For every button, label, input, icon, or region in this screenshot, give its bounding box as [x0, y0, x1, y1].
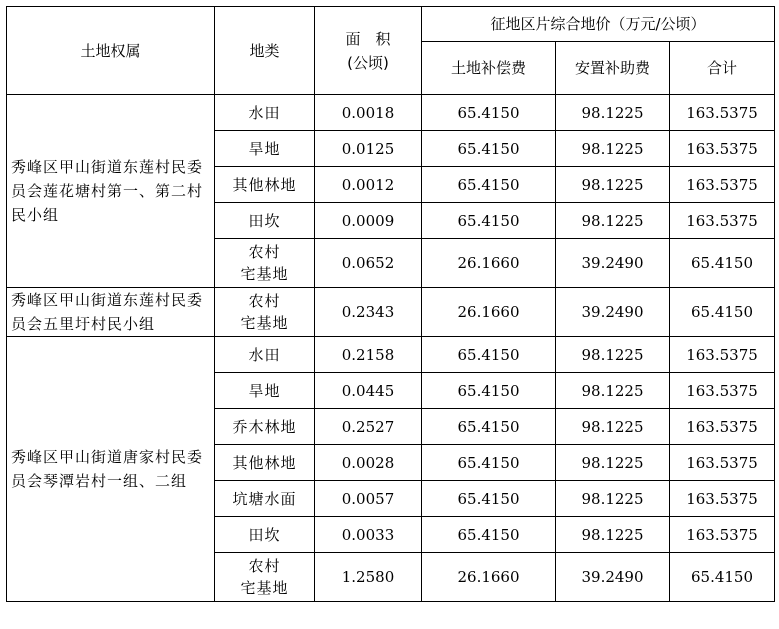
resettlement-cell: 98.1225	[556, 517, 670, 553]
land-type-line2: 宅基地	[240, 314, 289, 332]
resettlement-cell: 39.2490	[556, 239, 670, 288]
land-type-cell	[215, 553, 315, 602]
total-cell: 163.5375	[670, 131, 775, 167]
table-body	[7, 95, 775, 602]
land-type-line1: 农村	[248, 243, 281, 261]
compensation-cell: 65.4150	[422, 95, 556, 131]
header-land-type: 地类	[215, 7, 315, 95]
resettlement-cell: 39.2490	[556, 553, 670, 602]
area-cell: 0.0445	[315, 373, 422, 409]
compensation-cell: 26.1660	[422, 553, 556, 602]
header-total: 合计	[670, 42, 775, 95]
area-cell: 0.0033	[315, 517, 422, 553]
header-area-line2: (公顷)	[347, 53, 389, 72]
total-cell: 163.5375	[670, 373, 775, 409]
total-cell: 163.5375	[670, 167, 775, 203]
land-price-table-wrapper	[6, 6, 775, 602]
header-row-1	[7, 7, 775, 42]
land-type-line1: 农村	[248, 557, 281, 575]
land-type-cell: 水田	[215, 95, 315, 131]
compensation-cell: 65.4150	[422, 517, 556, 553]
header-area	[315, 7, 422, 95]
resettlement-cell: 98.1225	[556, 131, 670, 167]
owner-cell: 秀峰区甲山街道东莲村民委员会五里圩村民小组	[7, 288, 215, 337]
land-type-cell: 田坎	[215, 203, 315, 239]
area-cell: 0.2158	[315, 337, 422, 373]
land-price-table	[6, 6, 775, 602]
total-cell: 163.5375	[670, 203, 775, 239]
header-area-line1: 面 积	[345, 29, 391, 48]
area-cell: 0.0125	[315, 131, 422, 167]
table-row	[7, 288, 775, 337]
total-cell: 65.4150	[670, 553, 775, 602]
total-cell: 163.5375	[670, 517, 775, 553]
compensation-cell: 65.4150	[422, 131, 556, 167]
compensation-cell: 65.4150	[422, 373, 556, 409]
resettlement-cell: 98.1225	[556, 167, 670, 203]
header-ownership: 土地权属	[7, 7, 215, 95]
table-row	[7, 95, 775, 131]
resettlement-cell: 98.1225	[556, 445, 670, 481]
land-type-cell: 其他林地	[215, 167, 315, 203]
total-cell: 163.5375	[670, 95, 775, 131]
area-cell: 0.0012	[315, 167, 422, 203]
land-type-cell	[215, 239, 315, 288]
compensation-cell: 26.1660	[422, 239, 556, 288]
area-cell: 0.0028	[315, 445, 422, 481]
area-cell: 0.2343	[315, 288, 422, 337]
compensation-cell: 65.4150	[422, 337, 556, 373]
total-cell: 163.5375	[670, 337, 775, 373]
total-cell: 65.4150	[670, 288, 775, 337]
total-cell: 163.5375	[670, 445, 775, 481]
total-cell: 65.4150	[670, 239, 775, 288]
resettlement-cell: 39.2490	[556, 288, 670, 337]
area-cell: 0.0018	[315, 95, 422, 131]
compensation-cell: 65.4150	[422, 445, 556, 481]
land-type-line2: 宅基地	[240, 579, 289, 597]
land-type-cell: 坑塘水面	[215, 481, 315, 517]
land-type-cell: 旱地	[215, 373, 315, 409]
compensation-cell: 65.4150	[422, 203, 556, 239]
owner-cell: 秀峰区甲山街道东莲村民委员会莲花塘村第一、第二村民小组	[7, 95, 215, 288]
compensation-cell: 65.4150	[422, 481, 556, 517]
resettlement-cell: 98.1225	[556, 203, 670, 239]
land-type-cell	[215, 288, 315, 337]
header-resettlement: 安置补助费	[556, 42, 670, 95]
area-cell: 0.0057	[315, 481, 422, 517]
land-type-cell: 水田	[215, 337, 315, 373]
total-cell: 163.5375	[670, 409, 775, 445]
compensation-cell: 65.4150	[422, 409, 556, 445]
area-cell: 0.0652	[315, 239, 422, 288]
area-cell: 0.0009	[315, 203, 422, 239]
resettlement-cell: 98.1225	[556, 373, 670, 409]
resettlement-cell: 98.1225	[556, 95, 670, 131]
land-type-cell: 其他林地	[215, 445, 315, 481]
area-cell: 1.2580	[315, 553, 422, 602]
land-type-cell: 乔木林地	[215, 409, 315, 445]
land-type-line1: 农村	[248, 292, 281, 310]
compensation-cell: 26.1660	[422, 288, 556, 337]
land-type-cell: 田坎	[215, 517, 315, 553]
resettlement-cell: 98.1225	[556, 337, 670, 373]
table-row	[7, 337, 775, 373]
total-cell: 163.5375	[670, 481, 775, 517]
land-type-cell: 旱地	[215, 131, 315, 167]
resettlement-cell: 98.1225	[556, 481, 670, 517]
owner-cell: 秀峰区甲山街道唐家村民委员会琴潭岩村一组、二组	[7, 337, 215, 602]
land-type-line2: 宅基地	[240, 265, 289, 283]
header-compensation: 土地补偿费	[422, 42, 556, 95]
header-price-group: 征地区片综合地价（万元/公顷）	[422, 7, 775, 42]
compensation-cell: 65.4150	[422, 167, 556, 203]
area-cell: 0.2527	[315, 409, 422, 445]
resettlement-cell: 98.1225	[556, 409, 670, 445]
